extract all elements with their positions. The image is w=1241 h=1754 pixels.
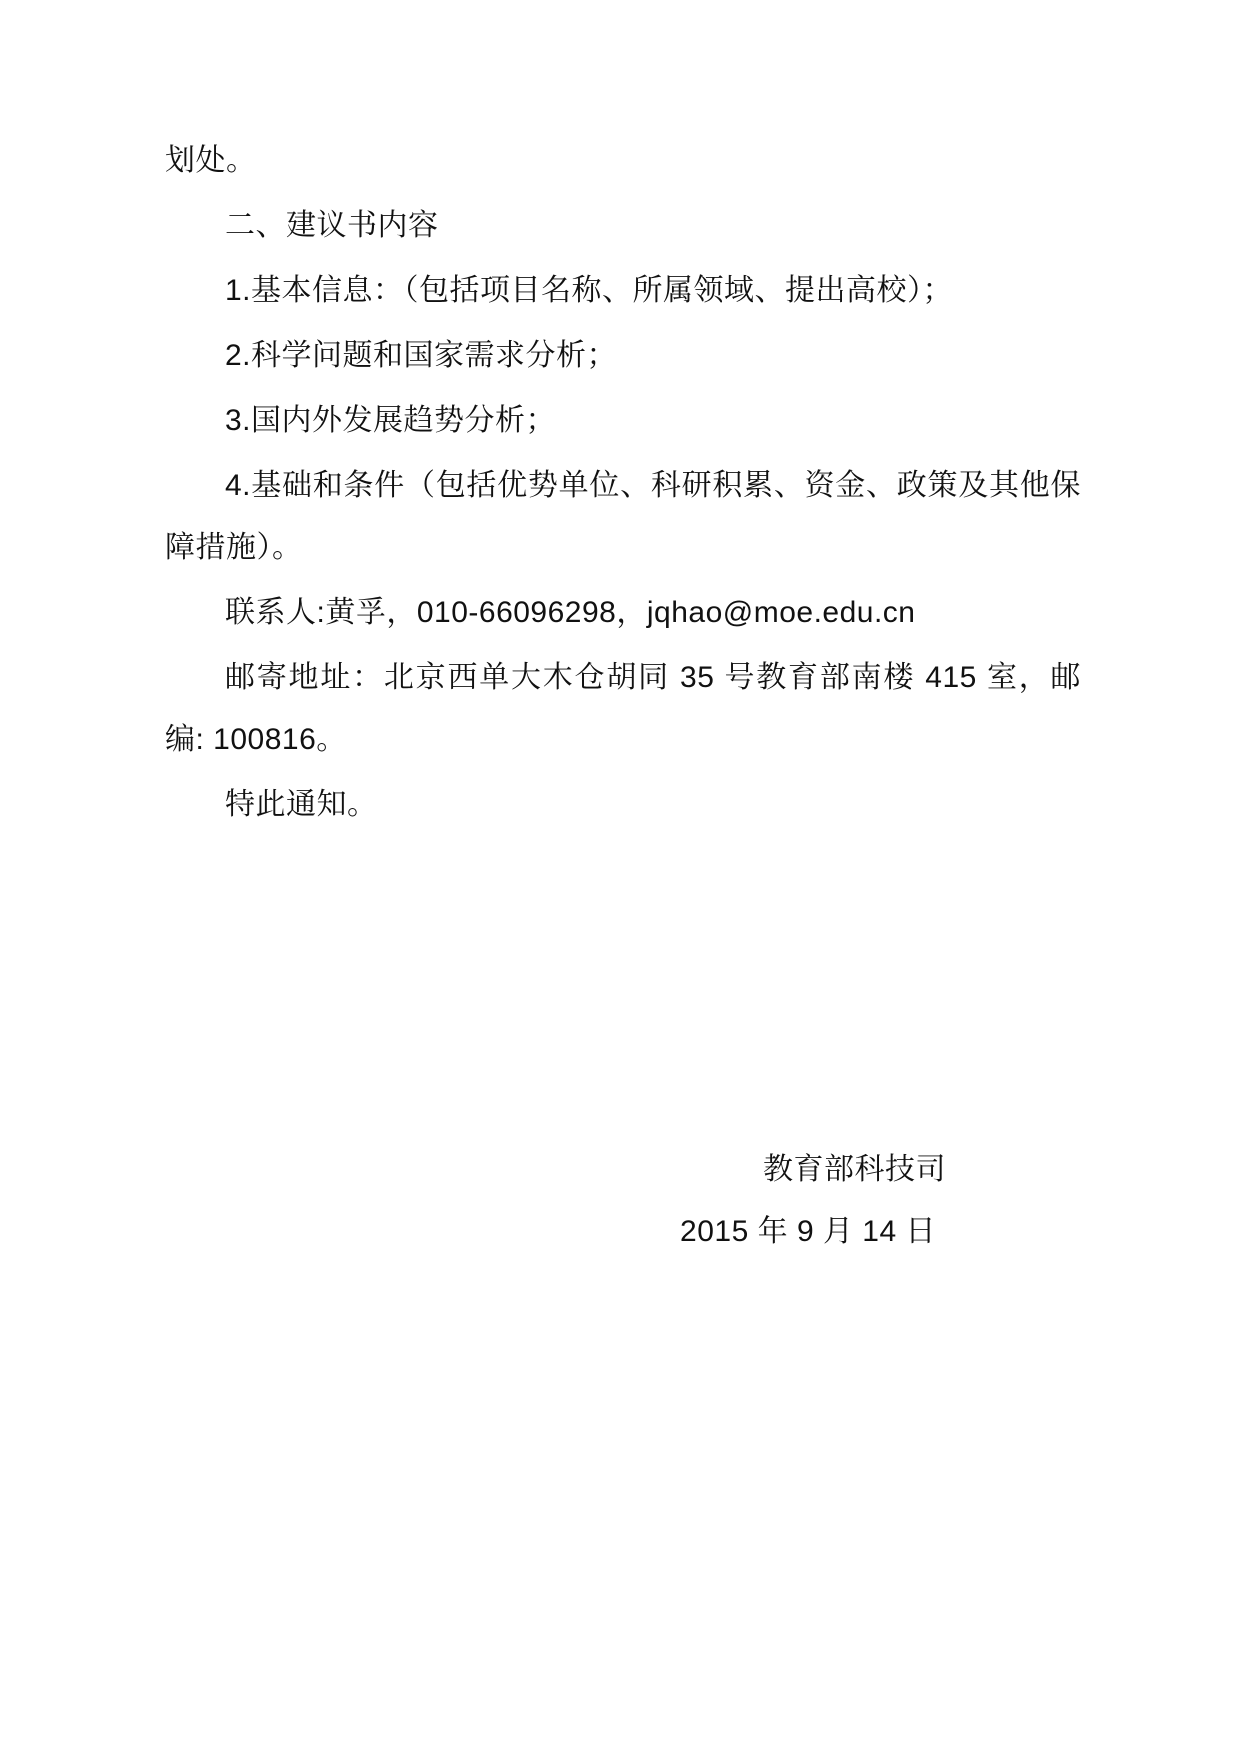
- contact-person-line: 联系人:黄孚，010-66096298，jqhao@moe.edu.cn: [225, 596, 916, 629]
- mailing-address-line: 邮寄地址：北京西单大木仓胡同 35 号教育部南楼 415 室，邮编: 100816。: [165, 661, 1081, 756]
- paragraph-continuation: 划处。: [165, 144, 257, 177]
- list-item-foundation-conditions: 4.基础和条件（包括优势单位、科研积累、资金、政策及其他保障措施）。: [165, 469, 1081, 564]
- section-heading-two: 二、建议书内容: [225, 209, 439, 242]
- list-item-science-question: 2.科学问题和国家需求分析；: [225, 339, 618, 372]
- signature-date: 2015 年 9 月 14 日: [680, 1215, 936, 1248]
- blank-space: [165, 839, 1081, 1139]
- list-item-trend-analysis: 3.国内外发展趋势分析；: [225, 404, 557, 437]
- list-item-basic-info: 1.基本信息：（包括项目名称、所属领域、提出高校）；: [225, 274, 954, 307]
- signature-organization: 教育部科技司: [763, 1153, 946, 1186]
- signature-block: [165, 1139, 1081, 1263]
- document-body: [165, 130, 1081, 1263]
- closing-notice-line: 特此通知。: [225, 788, 378, 821]
